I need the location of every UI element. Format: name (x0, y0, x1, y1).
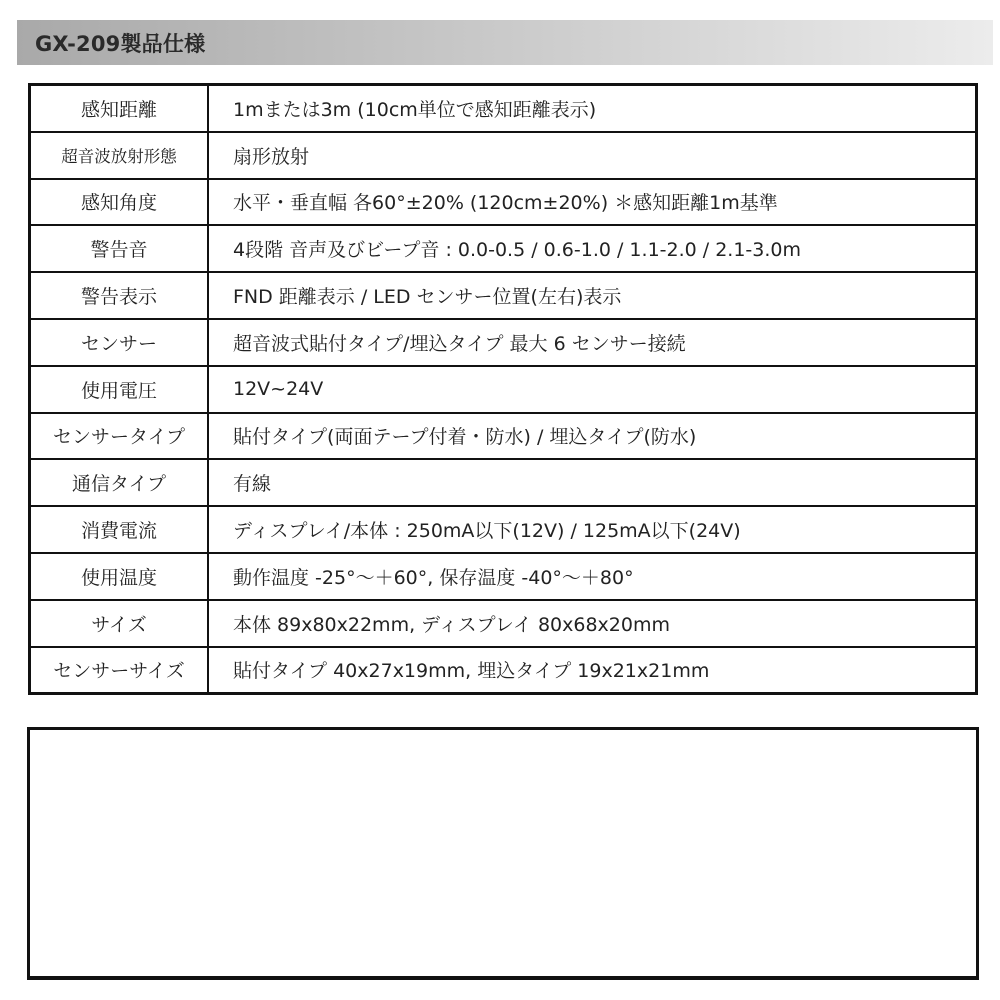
table-row (30, 319, 977, 366)
table-row (30, 413, 977, 460)
spec-table (28, 83, 978, 695)
spec-value: 本体 89x80x22mm, ディスプレイ 80x68x20mm (208, 600, 977, 647)
spec-label: センサー (30, 319, 209, 366)
spec-label: 消費電流 (30, 506, 209, 553)
table-row (30, 132, 977, 179)
spec-value: 超音波式貼付タイプ/埋込タイプ 最大 6 センサー接続 (208, 319, 977, 366)
table-row (30, 553, 977, 600)
spec-value: 水平・垂直幅 各60°±20% (120cm±20%) ＊感知距離1m基準 (208, 179, 977, 226)
table-row (30, 647, 977, 694)
table-row (30, 179, 977, 226)
spec-value: FND 距離表示 / LED センサー位置(左右)表示 (208, 272, 977, 319)
notes-box (27, 727, 979, 980)
spec-label: 使用電圧 (30, 366, 209, 413)
spec-value: 1mまたは3m (10cm単位で感知距離表示) (208, 85, 977, 132)
table-row (30, 85, 977, 132)
spec-value: 扇形放射 (208, 132, 977, 179)
spec-value: 貼付タイプ(両面テープ付着・防水) / 埋込タイプ(防水) (208, 413, 977, 460)
spec-value: 4段階 音声及びビープ音 : 0.0-0.5 / 0.6-1.0 / 1.1-2.0 / 2.1-3.0m (208, 225, 977, 272)
table-row (30, 272, 977, 319)
spec-label: 超音波放射形態 (30, 132, 209, 179)
table-row (30, 459, 977, 506)
table-row (30, 600, 977, 647)
spec-value: 動作温度 -25°～＋60°, 保存温度 -40°～＋80° (208, 553, 977, 600)
spec-label: 通信タイプ (30, 459, 209, 506)
spec-label: 警告表示 (30, 272, 209, 319)
spec-label: 使用温度 (30, 553, 209, 600)
spec-label: センサータイプ (30, 413, 209, 460)
spec-label: 感知角度 (30, 179, 209, 226)
table-row (30, 366, 977, 413)
page-title: GX-209製品仕様 (35, 31, 206, 56)
spec-label: サイズ (30, 600, 209, 647)
title-band (17, 20, 993, 65)
spec-label: センサーサイズ (30, 647, 209, 694)
spec-label: 警告音 (30, 225, 209, 272)
spec-value: 12V~24V (208, 366, 977, 413)
spec-label: 感知距離 (30, 85, 209, 132)
spec-value: 有線 (208, 459, 977, 506)
table-row (30, 506, 977, 553)
spec-value: 貼付タイプ 40x27x19mm, 埋込タイプ 19x21x21mm (208, 647, 977, 694)
table-row (30, 225, 977, 272)
spec-value: ディスプレイ/本体 : 250mA以下(12V) / 125mA以下(24V) (208, 506, 977, 553)
